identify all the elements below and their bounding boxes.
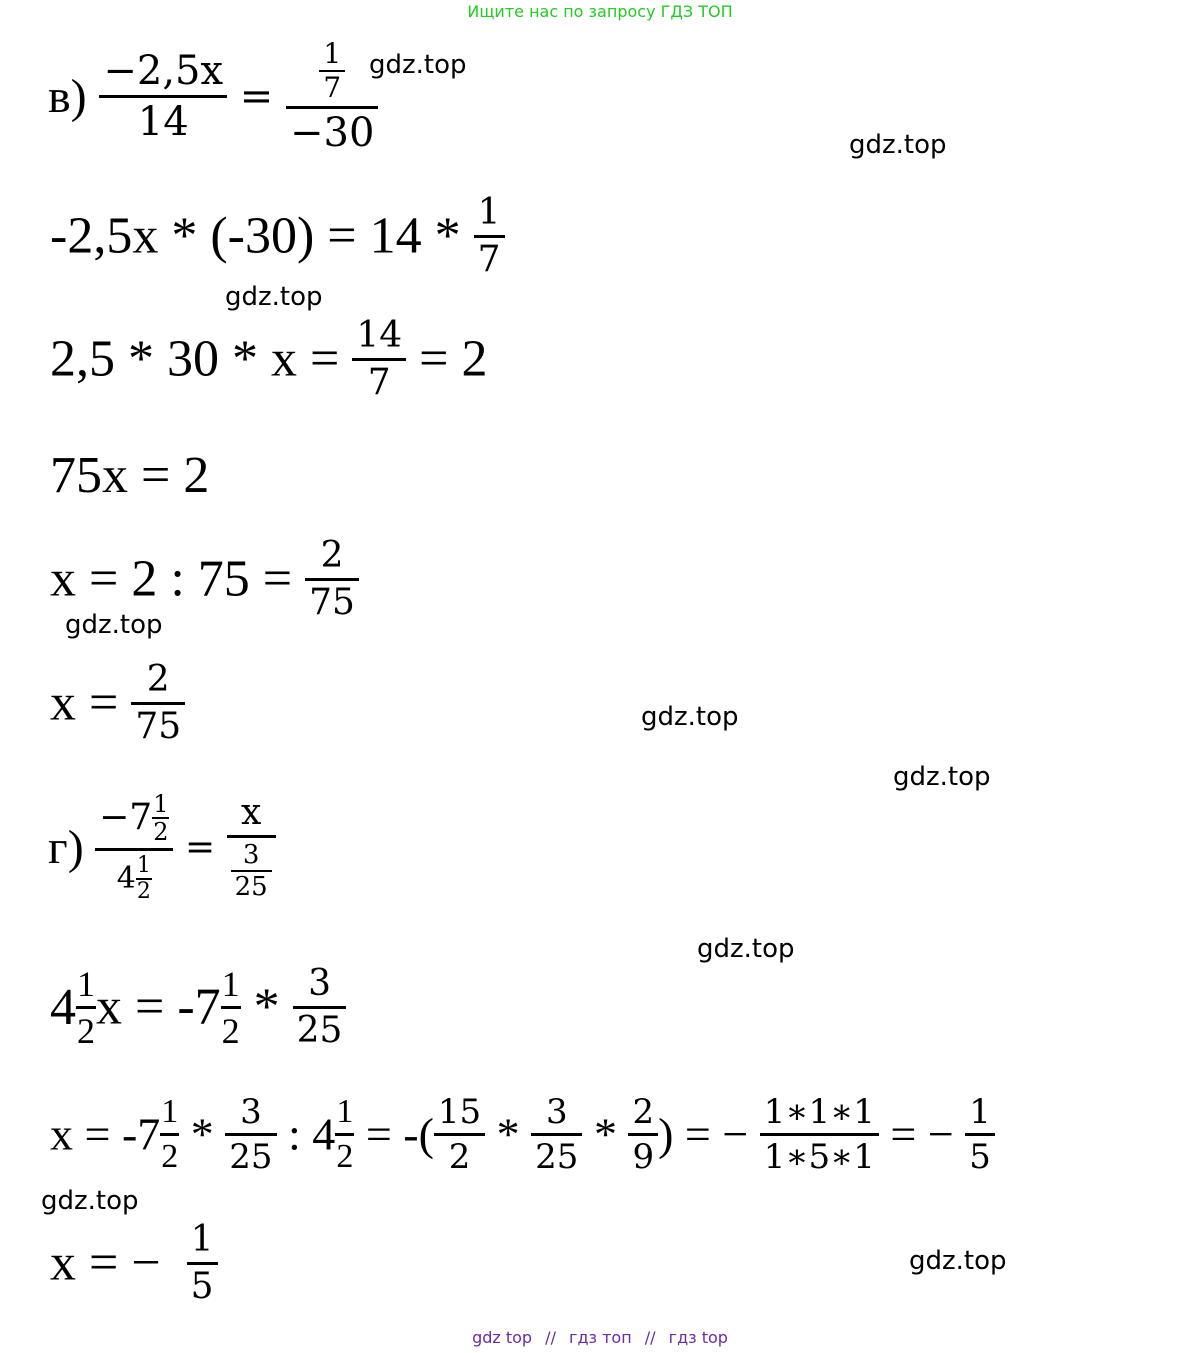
fraction: $\frac{\frac{1}{7}}{-30}$ xyxy=(286,40,378,153)
part-g-equation: г) −7 $\frac{1}{2}$ 4 $\frac{1}{2}$ = $\frac{x}{\frac{3}{25}}$ xyxy=(48,792,276,903)
part-v-label: в) xyxy=(48,70,87,123)
footer-link[interactable]: gdz top xyxy=(472,1328,533,1347)
watermark: gdz.top xyxy=(893,762,991,792)
watermark: gdz.top xyxy=(697,934,795,964)
part-v-equation: в) $\frac{-2,5x}{14}$ = $\frac{\frac{1}{7}}{-30}$ xyxy=(48,40,378,153)
fraction: $\frac{14}{7}$ xyxy=(352,318,406,401)
part-g-line-2: x = -7 $\frac{1}{2}$ * $\frac{3}{25}$ : 4 $\frac{1}{2}$ = -( $\frac{15}{2}$ * $\frac{3}{25}$ * $\frac{2}{9}$ ) = − $\frac{1∗1∗1}{1∗5∗1}$ = − $\frac{1}{5}$ xyxy=(50,1095,995,1174)
fraction: $\frac{1}{7}$ xyxy=(474,195,505,278)
part-v-line-1: -2,5x * (-30) = 14 * $\frac{1}{7}$ xyxy=(50,195,505,278)
fraction: −7 $\frac{1}{2}$ 4 $\frac{1}{2}$ xyxy=(95,792,173,903)
part-g-label: г) xyxy=(48,821,84,874)
footer-link[interactable]: гдз top xyxy=(668,1328,728,1347)
watermark: gdz.top xyxy=(41,1186,139,1216)
part-g-line-1: 4 $\frac{1}{2}$ x = -7 $\frac{1}{2}$ * $\frac{3}{25}$ xyxy=(50,966,346,1049)
watermark: gdz.top xyxy=(225,282,323,312)
fraction: $\frac{2}{75}$ xyxy=(131,662,185,745)
search-banner[interactable]: Ищите нас по запросу ГДЗ ТОП xyxy=(467,2,733,21)
part-v-line-2: 2,5 * 30 * x = $\frac{14}{7}$ = 2 xyxy=(50,315,488,403)
footer-link[interactable]: гдз топ xyxy=(569,1328,632,1347)
fraction: $\frac{2}{75}$ xyxy=(305,538,359,621)
part-v-line-3: 75x = 2 xyxy=(50,447,210,504)
watermark: gdz.top xyxy=(65,610,163,640)
footer-separator: // xyxy=(545,1328,556,1347)
watermark: gdz.top xyxy=(641,702,739,732)
fraction: $\frac{1}{5}$ xyxy=(187,1222,218,1305)
watermark: gdz.top xyxy=(369,50,467,80)
footer-links xyxy=(0,1328,1200,1347)
watermark: gdz.top xyxy=(849,130,947,160)
part-v-line-4: x = 2 : 75 = $\frac{2}{75}$ xyxy=(50,538,359,621)
fraction: $\frac{x}{\frac{3}{25}}$ xyxy=(227,795,276,900)
fraction: $\frac{-2,5x}{14}$ xyxy=(99,51,227,142)
part-v-line-5: x = $\frac{2}{75}$ xyxy=(50,662,185,745)
footer-separator: // xyxy=(644,1328,656,1347)
part-g-line-3: x = − $\frac{1}{5}$ xyxy=(50,1222,218,1305)
watermark: gdz.top xyxy=(909,1246,1007,1276)
